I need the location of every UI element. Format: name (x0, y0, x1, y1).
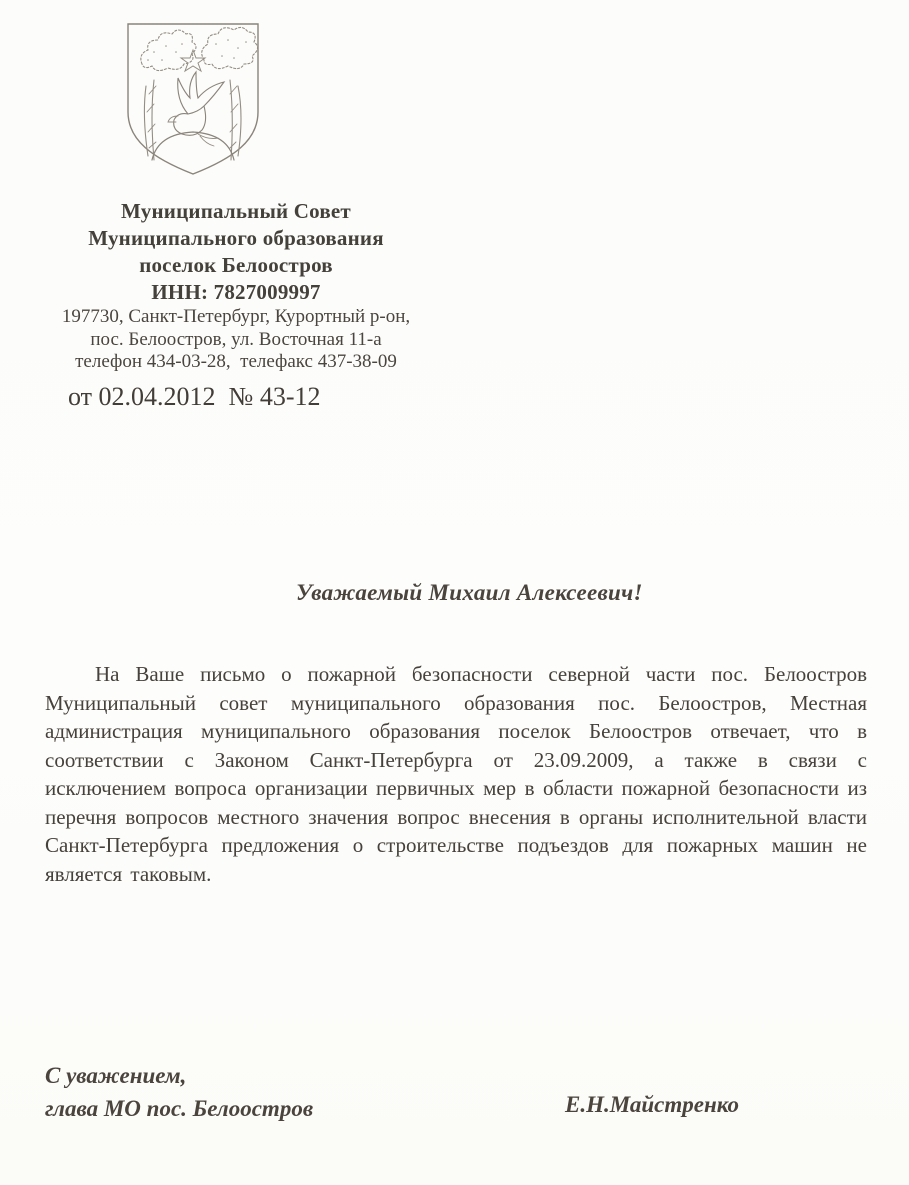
coat-of-arms-icon (118, 16, 268, 182)
address-line: телефон 434-03-28, телефакс 437-38-09 (75, 351, 397, 372)
address-line: 197730, Санкт-Петербург, Курортный р-он, (61, 306, 411, 327)
body-paragraph: На Ваше письмо о пожарной безопасности северной части пос. Белоостров Муниципальный совет муниципального образования пос. Белоостров, Местная администрация муниципального образования поселок Белоостров отвечает, что в соответствии с Законом Санкт-Петербурга от 23.09.2009, а также в связи с исключением вопроса организации первичных мер в области пожарной безопасности из перечня вопросов местного значения вопрос внесения в органы исполнительной власти Санкт-Петербурга предложения о строительстве подъездов для пожарных машин не является таковым. (45, 662, 867, 886)
closing-line: С уважением, (45, 1063, 187, 1088)
closing-line: глава МО пос. Белоостров (45, 1096, 314, 1121)
org-name-line: Муниципального образования (88, 226, 384, 250)
closing-block (45, 1059, 313, 1125)
org-inn-line: ИНН: 7827009997 (151, 280, 321, 304)
address-line: пос. Белоостров, ул. Восточная 11-а (90, 328, 382, 350)
signer-name: Е.Н.Майстренко (565, 1092, 740, 1117)
letterhead-block (60, 198, 412, 374)
org-name-line: Муниципальный Совет (121, 199, 351, 223)
org-name-line: поселок Белоостров (139, 253, 333, 277)
reference-date-line: от 02.04.2012 № 43-12 (68, 382, 321, 411)
salutation: Уважаемый Михаил Алексеевич! (296, 580, 643, 605)
